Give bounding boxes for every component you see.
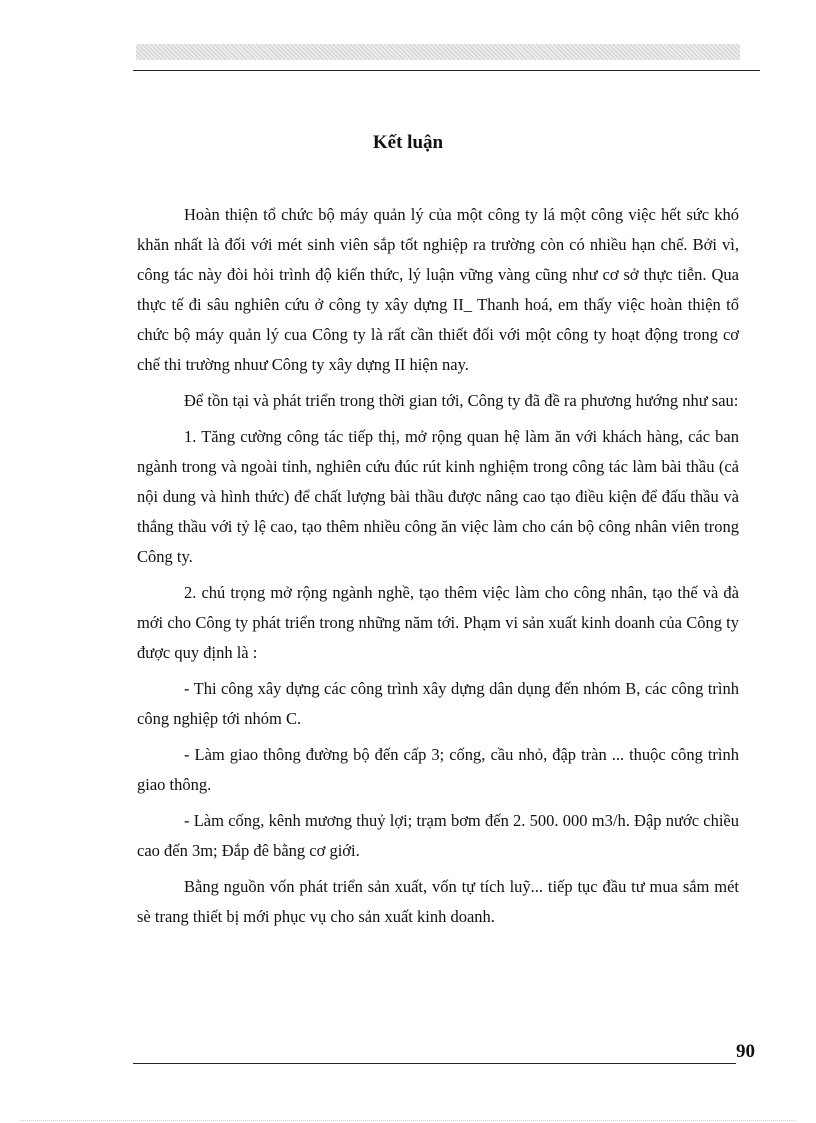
header-rule xyxy=(133,70,760,71)
paragraph: Bằng nguồn vốn phát triển sản xuất, vốn tự tích luỹ... tiếp tục đầu tư mua sắm mét sè trang thiết bị mới phục vụ cho sản xuất kinh doanh. xyxy=(137,877,739,926)
page-edge-divider xyxy=(20,1120,796,1121)
paragraph: - Làm giao thông đường bộ đến cấp 3; cống, cầu nhỏ, đập tràn ... thuộc công trình giao thông. xyxy=(137,745,739,794)
paragraph: Để tồn tại và phát triển trong thời gian tới, Công ty đã đề ra phương hướng như sau: xyxy=(184,391,739,410)
paragraph: 1. Tăng cường công tác tiếp thị, mở rộng quan hệ làm ăn với khách hàng, các ban ngành trong và ngoài tỉnh, nghiên cứu đúc rút kinh nghiệm trong công tác làm bài thầu (cả nội dung và hình thức) để chất lượng bài thầu được nâng cao tạo điều kiện để đấu thầu và thắng thầu với tỷ lệ cao, tạo thêm nhiều công ăn việc làm cho cán bộ công nhân viên trong Công ty. xyxy=(137,427,739,566)
paragraph: - Làm cống, kênh mương thuỷ lợi; trạm bơm đến 2. 500. 000 m3/h. Đập nước chiều cao đến 3m; Đắp đê bằng cơ giới. xyxy=(137,811,739,860)
page-title: Kết luận xyxy=(372,132,444,153)
body-text xyxy=(137,200,739,938)
header-band xyxy=(136,44,740,60)
paragraph: Hoàn thiện tổ chức bộ máy quản lý của một công ty lá một công việc hết sức khó khăn nhất là đối với mét sinh viên sắp tốt nghiệp ra trường còn có nhiều hạn chế. Bởi vì, công tác này đòi hỏi trình độ kiến thức, lý luận vững vàng cũng như cơ sở thực tiễn. Qua thực tế đi sâu nghiên cứu ở công ty xây dựng II_ Thanh hoá, em thấy việc hoàn thiện tổ chức bộ máy quản lý cua Công ty là rất cần thiết đối với một công ty hoạt động trong cơ chế thi trường nhuư Công ty xây dựng II hiện nay. xyxy=(137,205,739,374)
paragraph: 2. chú trọng mở rộng ngành nghề, tạo thêm việc làm cho công nhân, tạo thế và đà mới cho Công ty phát triển trong những năm tới. Phạm vi sản xuất kinh doanh của Công ty được quy định là : xyxy=(137,583,739,662)
footer-rule xyxy=(133,1063,736,1064)
paragraph: - Thi công xây dựng các công trình xây dựng dân dụng đến nhóm B, các công trình công nghiệp tới nhóm C. xyxy=(137,679,739,728)
page-number: 90 xyxy=(736,1041,755,1062)
